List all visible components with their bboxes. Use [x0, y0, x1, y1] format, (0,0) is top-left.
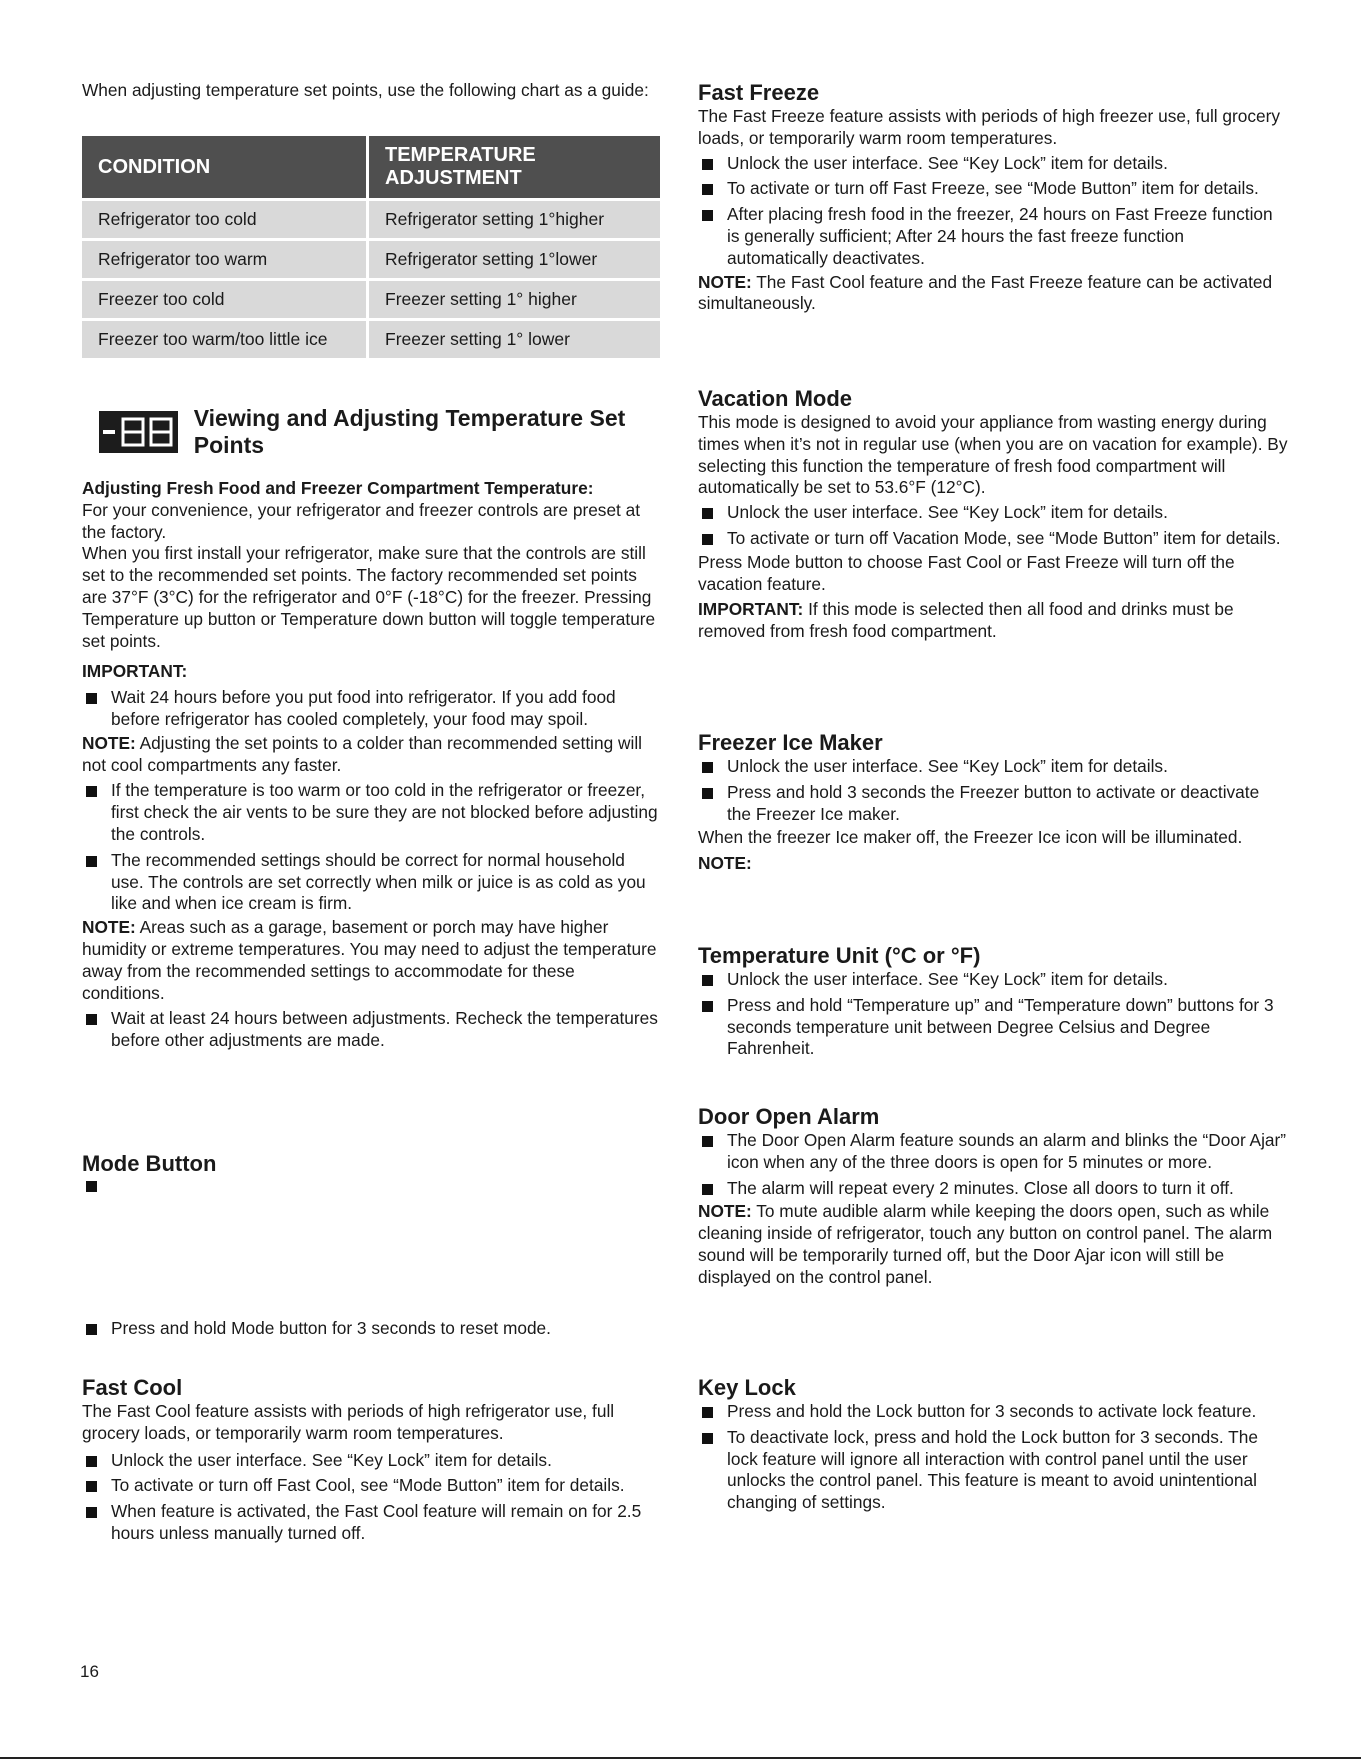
bullet-item: To deactivate lock, press and hold the Lock button for 3 seconds. The lock feature will ignore all interaction with control panel until the user unlocks the control panel. This feature is meant to avoid unintentional changing of settings. [698, 1427, 1288, 1514]
note-label: NOTE: [82, 917, 136, 938]
viewing-para: When you first install your refrigerator, make sure that the controls are still set to the recommended set points. The factory recommended set points are 37°F (3°C) for the refrigerator and 0°F (-18°C) for the freezer. Pressing Temperature up button or Temperature down button will toggle temperature set points. [82, 543, 656, 651]
viewing-subheading: Adjusting Fresh Food and Freezer Compartment Temperature: [82, 478, 594, 498]
bullet-item: Press and hold Mode button for 3 seconds to reset mode. [82, 1318, 661, 1340]
bullet-item: Unlock the user interface. See “Key Lock” item for details. [82, 1450, 662, 1472]
note-paragraph [698, 1201, 1288, 1288]
temperature-display-icon [99, 411, 178, 453]
note-text: Adjusting the set points to a colder than recommended setting will not cool compartments any faster. [82, 732, 643, 775]
bullet-item: Press and hold “Temperature up” and “Temperature down” buttons for 3 seconds temperature unit between Degree Celsius and Degree Fahrenheit. [698, 995, 1288, 1060]
table-cell: Freezer too cold [82, 281, 366, 318]
fast-cool-title: Fast Cool [82, 1375, 183, 1400]
note-label: NOTE: [698, 853, 752, 874]
table-cell: Refrigerator setting 1°higher [369, 201, 660, 238]
table-header: TEMPERATURE ADJUSTMENT [369, 136, 660, 198]
note-paragraph [82, 917, 662, 1004]
bullet-item: To activate or turn off Fast Freeze, see “Mode Button” item for details. [698, 178, 1288, 200]
vacation-para: This mode is designed to avoid your appliance from wasting energy during times when it’s not in regular use (when you are on vacation for example). By selecting this function the temperature of fresh food compartment will automatically be set to 53.6°F (12°C). [698, 412, 1288, 498]
table-cell: Refrigerator too warm [82, 241, 366, 278]
table-cell: Freezer too warm/too little ice [82, 321, 366, 358]
bullet-item: To activate or turn off Vacation Mode, see “Mode Button” item for details. [698, 528, 1288, 550]
key-lock-title: Key Lock [698, 1375, 796, 1400]
bullet-item: The recommended settings should be correct for normal household use. The controls are set correctly when milk or juice is as cold as you like and when ice cream is firm. [82, 850, 662, 915]
vacation-title: Vacation Mode [698, 386, 853, 411]
note-label: NOTE: [698, 1201, 752, 1222]
bullet-item: If the temperature is too warm or too cold in the refrigerator or freezer, first check the air vents to be sure they are not blocked before adjusting the controls. [82, 780, 662, 845]
table-cell: Freezer setting 1° higher [369, 281, 660, 318]
important-paragraph [698, 599, 1288, 643]
note-text: Areas such as a garage, basement or porch may have higher humidity or extreme temperatures. You may need to adjust the temperature away from the recommended settings to accommodate for these conditions. [82, 917, 657, 1003]
ice-maker-title: Freezer Ice Maker [698, 730, 883, 755]
important-text: If this mode is selected then all food and drinks must be removed from fresh food compartment. [698, 599, 1234, 642]
table-row [82, 321, 660, 358]
note-label: NOTE: [82, 732, 136, 753]
note-text: To mute audible alarm while keeping the doors open, such as while cleaning inside of refrigerator, touch any button on control panel. The alarm sound will be temporarily turned off, but the Door Ajar icon will still be displayed on the control panel. [698, 1201, 1273, 1287]
important-label: IMPORTANT: [82, 661, 188, 682]
footer-divider [0, 1757, 1361, 1759]
table-cell: Freezer setting 1° lower [369, 321, 660, 358]
key-lock-section [698, 1375, 1288, 1514]
ice-maker-para: When the freezer Ice maker off, the Freezer Ice icon will be illuminated. [698, 827, 1243, 848]
note-paragraph [82, 733, 662, 777]
bullet-item: Wait at least 24 hours between adjustments. Recheck the temperatures before other adjustments are made. [82, 1008, 662, 1052]
table-header-row [82, 136, 660, 198]
mode-button-title: Mode Button [82, 1151, 217, 1176]
viewing-section-body [82, 478, 662, 1052]
fast-freeze-section [698, 80, 1288, 315]
note-paragraph [698, 272, 1288, 316]
bullet-item: Unlock the user interface. See “Key Lock” item for details. [698, 969, 1288, 991]
note-text: The Fast Cool feature and the Fast Freeze feature can be activated simultaneously. [698, 271, 1273, 314]
bullet-item: The Door Open Alarm feature sounds an alarm and blinks the “Door Ajar” icon when any of the three doors is open for 5 minutes or more. [698, 1130, 1288, 1174]
viewing-title: Viewing and Adjusting Temperature Set Points [193, 405, 626, 458]
page-number: 16 [80, 1662, 99, 1681]
bullet-item: After placing fresh food in the freezer, 24 hours on Fast Freeze function is generally sufficient; After 24 hours the fast freeze function automatically deactivates. [698, 204, 1288, 269]
table-header: CONDITION [82, 136, 366, 198]
ice-maker-section [698, 730, 1288, 875]
important-label: IMPORTANT: [698, 599, 804, 620]
intro-text: When adjusting temperature set points, use the following chart as a guide: [82, 80, 649, 100]
fast-freeze-title: Fast Freeze [698, 80, 820, 105]
table-row [82, 281, 660, 318]
door-alarm-section [698, 1104, 1288, 1289]
adjustment-table [79, 133, 663, 361]
table-row [82, 201, 660, 238]
vacation-para: Press Mode button to choose Fast Cool or Fast Freeze will turn off the vacation feature. [698, 551, 1235, 594]
bullet-item: Unlock the user interface. See “Key Lock” item for details. [698, 502, 1288, 524]
bullet-item: Press and hold 3 seconds the Freezer button to activate or deactivate the Freezer Ice maker. [698, 782, 1288, 826]
bullet-item: Press and hold the Lock button for 3 seconds to activate lock feature. [698, 1401, 1288, 1423]
note-label: NOTE: [698, 271, 752, 292]
bullet-item: Unlock the user interface. See “Key Lock” item for details. [698, 153, 1288, 175]
bullet-item: The alarm will repeat every 2 minutes. Close all doors to turn it off. [698, 1178, 1288, 1200]
fast-cool-para: The Fast Cool feature assists with periods of high refrigerator use, full grocery loads, or temporarily warm room temperatures. [82, 1401, 615, 1443]
table-cell: Refrigerator setting 1°lower [369, 241, 660, 278]
bullet-item: To activate or turn off Fast Cool, see “Mode Button” item for details. [82, 1475, 662, 1497]
temp-unit-title: Temperature Unit (°C or °F) [698, 943, 981, 968]
fast-freeze-para: The Fast Freeze feature assists with periods of high freezer use, full grocery loads, or temporarily warm room temperatures. [698, 106, 1281, 148]
empty-bullet-marker [86, 1181, 97, 1192]
bullet-item: Unlock the user interface. See “Key Lock” item for details. [698, 756, 1288, 778]
bullet-item: When feature is activated, the Fast Cool feature will remain on for 2.5 hours unless manually turned off. [82, 1501, 662, 1545]
fast-cool-section [82, 1375, 662, 1545]
door-alarm-title: Door Open Alarm [698, 1104, 880, 1129]
viewing-section-header [99, 405, 659, 459]
bullet-item: Wait 24 hours before you put food into refrigerator. If you add food before refrigerator has cooled completely, your food may spoil. [82, 687, 662, 731]
table-cell: Refrigerator too cold [82, 201, 366, 238]
viewing-para: For your convenience, your refrigerator and freezer controls are preset at the factory. [82, 499, 641, 542]
vacation-section [698, 386, 1288, 643]
temp-unit-section [698, 943, 1288, 1060]
table-row [82, 241, 660, 278]
